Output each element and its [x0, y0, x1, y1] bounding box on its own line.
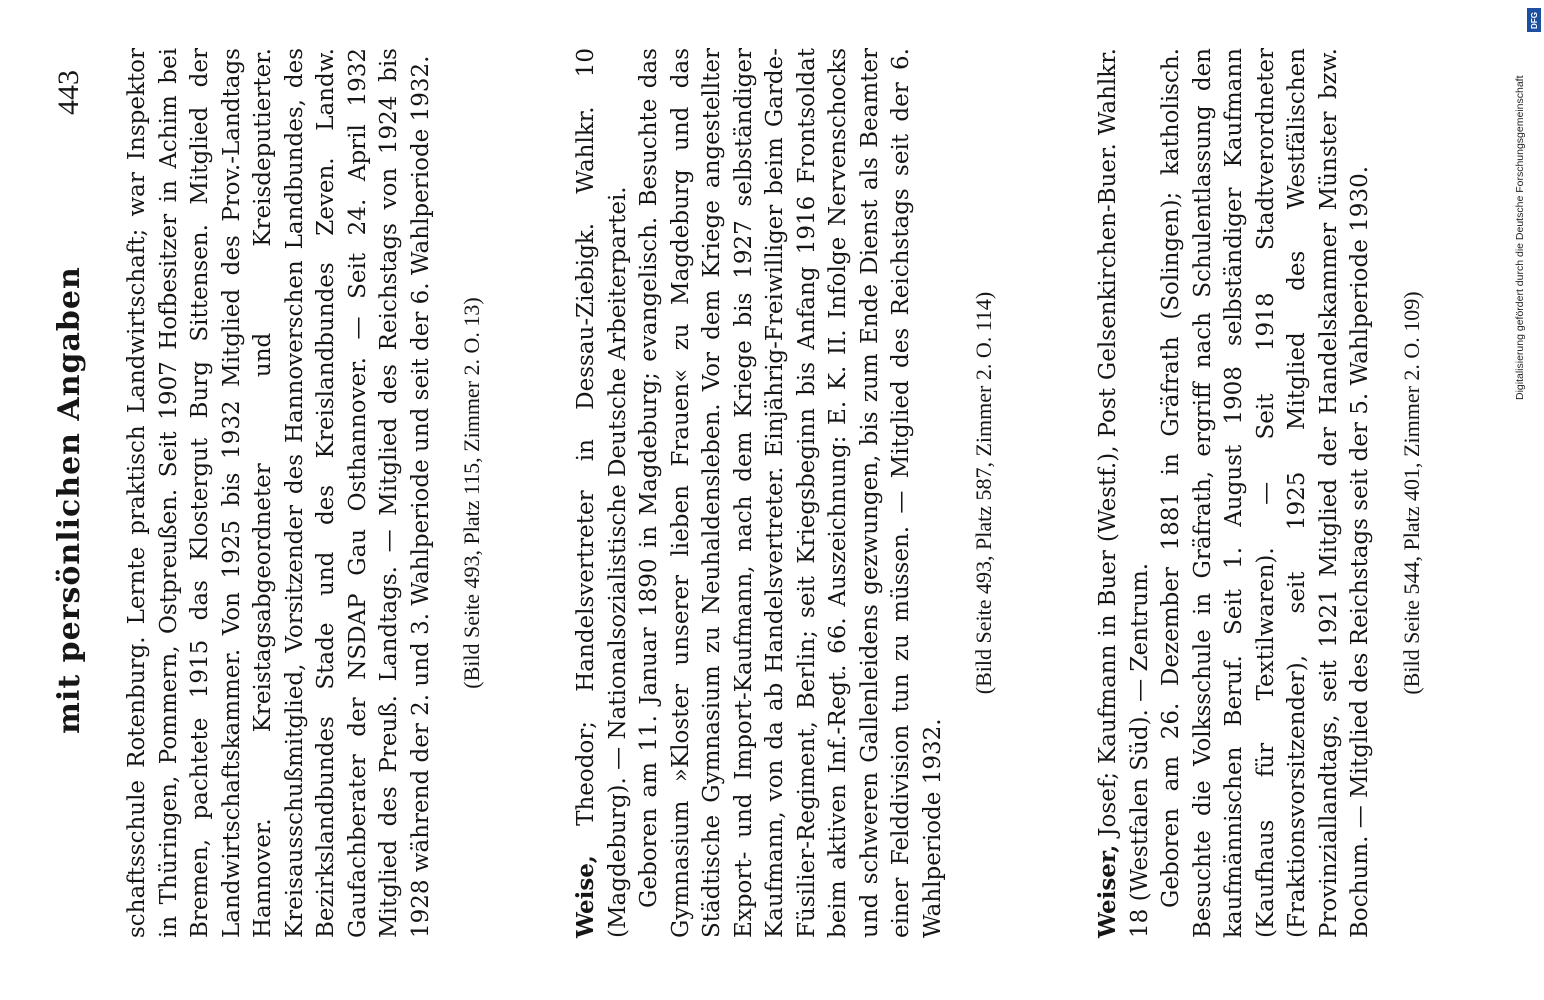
entry-weise: [570, 48, 997, 938]
entry-heading: Theodor; Handelsvertreter in Dessau-Ziebigk. Wahlkr. 10 (Magdeburg). — Nationalsozialistische Deutsche Arbeiterpartei.: [573, 48, 631, 938]
photo-caption: (Bild Seite 544, Platz 401, Zimmer 2. O. 109): [1398, 291, 1424, 695]
digitization-sidebar: [1509, 0, 1539, 1000]
entry-body: Geboren am 11. Januar 1890 in Magdeburg; evangelisch. Besuchte das Gymnasium »Kloster unserer lieben Frauen« zu Magdeburg und das Städtische Gymnasium zu Neuhaldensleben. Vor dem Kriege angestellter Export- und Import-Kaufmann, nach dem Kriege bis 1927 selbständiger Kaufmann, von da ab Handelsvertreter. Einjährig-Freiwilliger beim Garde-Füsilier-Regiment, Berlin; seit Kriegsbeginn bis Anfang 1916 Frontsoldat beim aktiven Inf.-Regt. 66. Auszeichnung: E. K. II. Infolge Nervenschocks und schweren Gallenleidens gezwungen, bis zum Ende Dienst als Beamter einer Felddivision tun zu müssen. — Mitglied des Reichstags seit der 6. Wahlperiode 1932.: [636, 48, 946, 938]
entry-name: Weise,: [572, 855, 599, 938]
entry-heading: Josef; Kaufmann in Buer (Westf.), Post Gelsenkirchen-Buer. Wahlkr. 18 (Westfalen Süd). — Zentrum.: [1095, 48, 1153, 938]
dfg-logo: DFG: [1527, 8, 1541, 32]
photo-caption: (Bild Seite 493, Platz 115, Zimmer 2. O. 13): [459, 297, 484, 689]
entry-body: Geboren am 26. Dezember 1881 in Gräfrath (Solingen); katholisch. Besuchte die Volksschule in Gräfrath, ergriff nach Schulentlassung den kaufmännischen Beruf. Seit 1. August 1908 selbständiger Kaufmann (Kaufhaus für Textilwaren). — Seit 1918 Stadtverordneter (Fraktionsvorsitzender), seit 1925 Mitglied des Westfälischen Provinziallandtags, seit 1921 Mitglied der Handelskammer Münster bzw. Bochum. — Mitglied des Reichstags seit der 5. Wahlperiode 1930.: [1158, 48, 1373, 938]
page-header: [52, 0, 100, 1000]
photo-caption: (Bild Seite 493, Platz 587, Zimmer 2. O. 114): [971, 291, 996, 695]
entry-weiser: [1092, 48, 1425, 938]
page-title: mit persönlichen Angaben: [52, 266, 87, 734]
digitization-note: Digitalisierung gefördert durch die Deutsche Forschungsgemeinschaft: [1514, 75, 1526, 400]
entry-name: Weiser,: [1094, 844, 1121, 938]
page-number: 443: [52, 70, 85, 115]
entry-continuation-text: schaftsschule Rotenburg. Lernte praktisch Landwirtschaft; war Inspektor in Thüringen, Pommern, Ostpreußen. Seit 1907 Hofbesitzer in Achim bei Bremen, pachtete 1915 das Klostergut Burg Sittensen. Mitglied der Landwirtschaftskammer. Von 1925 bis 1932 Mitglied des Prov.-Landtags Hannover. Kreistagsabgeordneter und Kreisdeputierter. Kreisausschußmitglied, Vorsitzender des Hannoverschen Landbundes, des Bezirkslandbundes Stade und des Kreislandbundes Zeven. Landw. Gaufachberater der NSDAP Gau Osthannover. — Seit 24. April 1932 Mitglied des Preuß. Landtags. — Mitglied des Reichstags von 1924 bis 1928 während der 2. und 3. Wahlperiode und seit der 6. Wahlperiode 1932.: [124, 48, 434, 938]
entry-continuation: [122, 48, 485, 938]
